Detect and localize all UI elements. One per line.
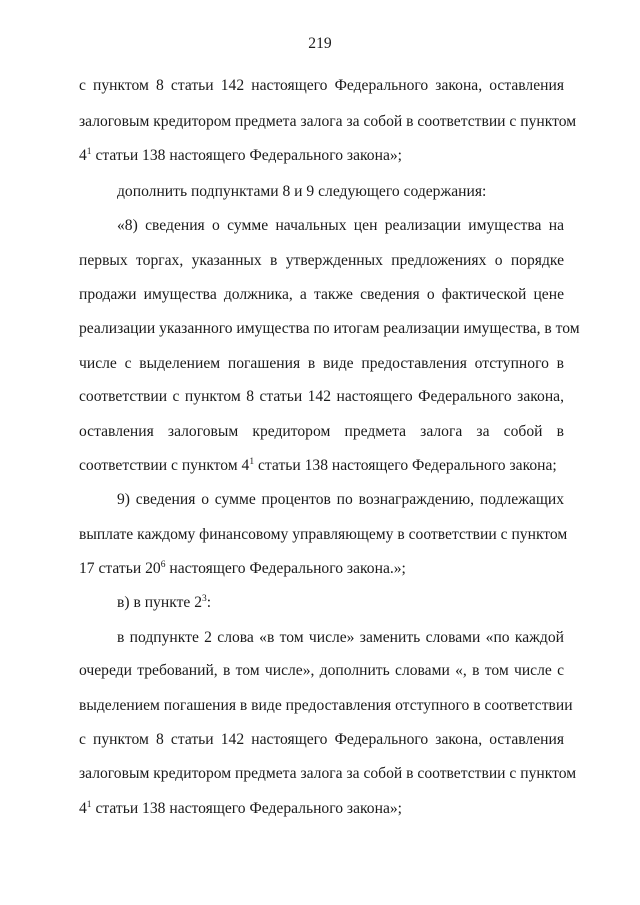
text-line: $4^1$ статьи 138 настоящего Федерального закона»; [79,800,402,817]
text-line: в) в пункте $2^3$: [117,594,212,611]
superscript: 3 [202,594,207,604]
text-line: 17 статьи $20^6$ настоящего Федерального закона.»; [79,560,406,577]
text-line: в подпункте 2 слова «в том числе» заменить словами «по каждой [117,629,564,646]
text-line: «8) сведения о сумме начальных цен реализации имущества на [117,217,564,234]
text-line: $4^1$ статьи 138 настоящего Федерального закона»; [79,147,402,164]
text-line: первых торгах, указанных в утвержденных предложениях о порядке [79,252,564,269]
text-line: выделением погашения в виде предоставления отступного в соответствии [79,697,573,714]
text-line: продажи имущества должника, а также сведения о фактической цене [79,286,564,303]
superscript: 1 [86,800,92,810]
text-line: дополнить подпунктами 8 и 9 следующего содержания: [117,183,487,200]
text-line: с пунктом 8 статьи 142 настоящего Федерального закона, оставления [79,731,564,748]
page-number: 219 [308,35,332,52]
text-line: залоговым кредитором предмета залога за собой в соответствии с пунктом [79,765,577,782]
text-line: реализации указанного имущества по итогам реализации имущества, в том [79,320,580,337]
text-line: выплате каждому финансовому управляющему в соответствии с пунктом [79,526,568,543]
text-line: очереди требований, в том числе», дополнить словами «, в том числе с [79,662,564,679]
text-line: залоговым кредитором предмета залога за собой в соответствии с пунктом [79,113,577,130]
superscript: 1 [249,457,255,467]
superscript: 1 [86,147,92,157]
superscript: 6 [160,560,166,570]
text-line: числе с выделением погашения в виде предоставления отступного в [79,355,564,372]
text-line: 9) сведения о сумме процентов по вознаграждению, подлежащих [117,491,564,508]
text-line: соответствии с пунктом 8 статьи 142 настоящего Федерального закона, [79,388,564,405]
text-line: с пунктом 8 статьи 142 настоящего Федерального закона, оставления [79,77,564,94]
text-line: оставления залоговым кредитором предмета залога за собой в [79,423,564,440]
text-line: соответствии с пунктом $4^1$ статьи 138 настоящего Федерального закона; [79,457,557,474]
